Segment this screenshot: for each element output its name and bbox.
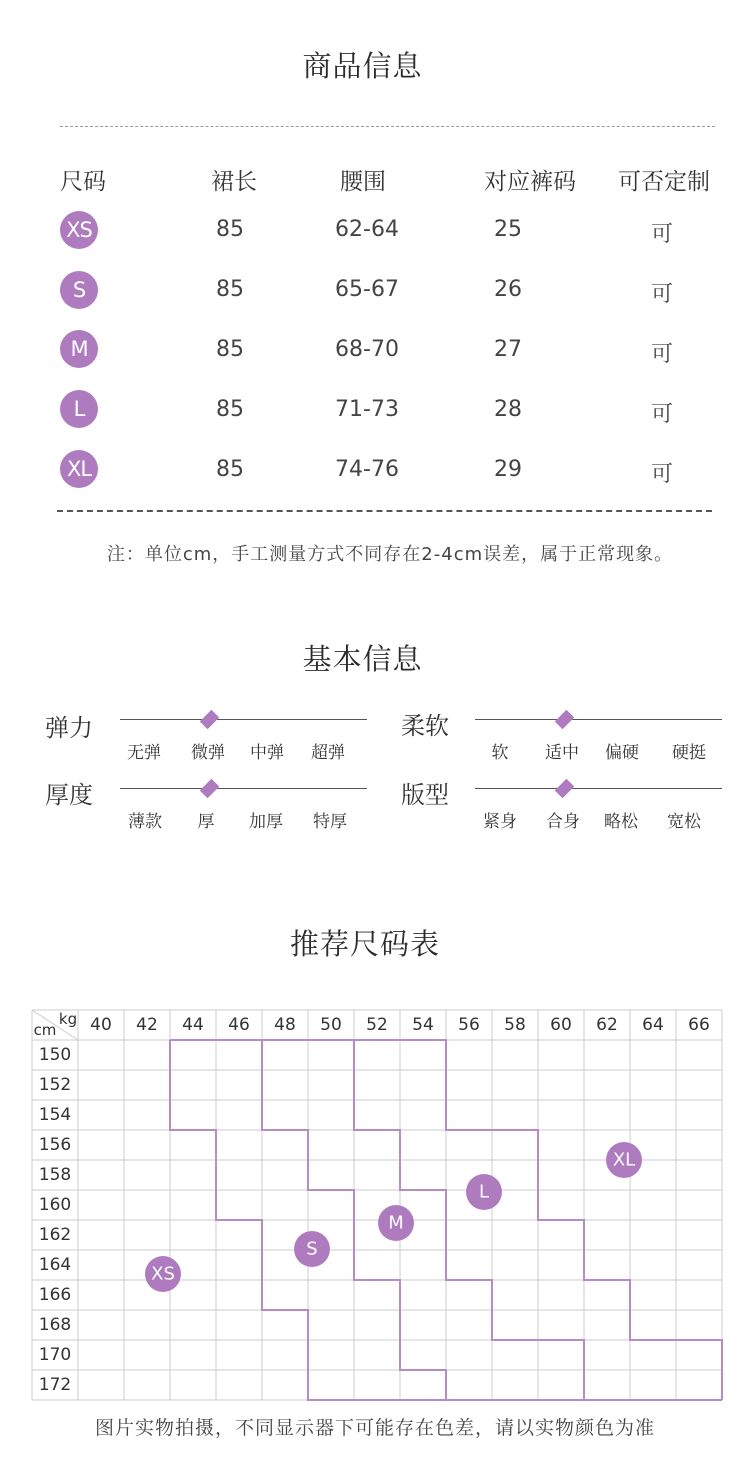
weight-label: 62 <box>596 1015 618 1035</box>
basic-info-title: 基本信息 <box>302 642 423 676</box>
table-cell: 可 <box>650 462 674 487</box>
height-label: 172 <box>38 1375 72 1395</box>
scale-option: 合身 <box>546 812 580 832</box>
weight-label: 40 <box>90 1015 112 1035</box>
scale-option: 特厚 <box>313 812 347 832</box>
height-label: 156 <box>38 1135 72 1155</box>
scale-option: 适中 <box>545 743 579 763</box>
size-chart-title: 推荐尺码表 <box>289 927 440 961</box>
header-custom: 可否定制 <box>618 169 710 195</box>
attribute-label: 柔软 <box>401 712 449 740</box>
scale-option: 微弹 <box>191 743 225 763</box>
table-cell: 65-67 <box>335 277 399 302</box>
height-label: 154 <box>38 1105 72 1125</box>
table-cell: 26 <box>494 277 522 302</box>
table-cell: 可 <box>650 402 674 427</box>
measurement-note: 注：单位cm，手工测量方式不同存在2-4cm误差，属于正常现象。 <box>106 544 674 565</box>
weight-label: 60 <box>550 1015 572 1035</box>
weight-label: 44 <box>182 1015 204 1035</box>
table-cell: 可 <box>650 222 674 247</box>
table-cell: 71-73 <box>335 397 399 422</box>
size-region-label: XL <box>612 1149 636 1171</box>
table-cell: 85 <box>216 397 244 422</box>
size-region-label: L <box>478 1181 490 1203</box>
weight-label: 54 <box>412 1015 434 1035</box>
table-cell: 85 <box>216 277 244 302</box>
scale-option: 略松 <box>604 812 638 832</box>
header-pants: 对应裤码 <box>484 169 576 195</box>
height-label: 170 <box>38 1345 72 1365</box>
weight-label: 46 <box>228 1015 250 1035</box>
scale-option: 硬挺 <box>672 743 706 763</box>
size-badge-s: S <box>60 271 98 309</box>
weight-label: 42 <box>136 1015 158 1035</box>
scale-option: 无弹 <box>127 743 161 763</box>
table-cell: 68-70 <box>335 337 399 362</box>
scale-option: 超弹 <box>311 743 345 763</box>
scale-option: 中弹 <box>250 743 284 763</box>
weight-label: 50 <box>320 1015 342 1035</box>
scale-option: 偏硬 <box>605 743 639 763</box>
attribute-label: 厚度 <box>45 781 93 809</box>
scale-option: 厚 <box>197 812 215 832</box>
table-cell: 85 <box>216 457 244 482</box>
height-label: 168 <box>38 1315 72 1335</box>
attribute-label: 版型 <box>401 781 449 809</box>
scale-option: 宽松 <box>667 812 701 832</box>
table-cell: 85 <box>216 337 244 362</box>
height-label: 162 <box>38 1225 72 1245</box>
scale-option: 紧身 <box>483 812 517 832</box>
height-label: 160 <box>38 1195 72 1215</box>
scale-option: 软 <box>491 743 509 763</box>
attribute-label: 弹力 <box>45 714 93 742</box>
size-badge-l: L <box>60 390 98 428</box>
height-label: 152 <box>38 1075 72 1095</box>
height-label: 150 <box>38 1045 72 1065</box>
size-region-label: XS <box>151 1263 175 1285</box>
weight-label: 64 <box>642 1015 664 1035</box>
corner-cm-label: cm <box>33 1021 57 1039</box>
weight-label: 52 <box>366 1015 388 1035</box>
scale-option: 加厚 <box>249 812 283 832</box>
corner-kg-label: kg <box>58 1010 78 1028</box>
weight-label: 58 <box>504 1015 526 1035</box>
table-cell: 85 <box>216 217 244 242</box>
size-region-label: M <box>388 1212 404 1234</box>
weight-label: 66 <box>688 1015 710 1035</box>
size-badge-m: M <box>60 330 98 368</box>
scale-option: 薄款 <box>128 812 162 832</box>
table-cell: 可 <box>650 282 674 307</box>
weight-label: 48 <box>274 1015 296 1035</box>
height-label: 158 <box>38 1165 72 1185</box>
table-cell: 27 <box>494 337 522 362</box>
table-cell: 可 <box>650 342 674 367</box>
table-cell: 29 <box>494 457 522 482</box>
size-badge-xs: XS <box>60 211 98 249</box>
product-info-title: 商品信息 <box>302 49 423 83</box>
table-cell: 28 <box>494 397 522 422</box>
size-badge-xl: XL <box>60 450 98 488</box>
weight-label: 56 <box>458 1015 480 1035</box>
footer-note: 图片实物拍摄，不同显示器下可能存在色差，请以实物颜色为准 <box>94 1417 655 1439</box>
height-label: 164 <box>38 1255 72 1275</box>
table-cell: 74-76 <box>335 457 399 482</box>
header-length: 裙长 <box>211 169 257 195</box>
header-size: 尺码 <box>60 169 106 195</box>
header-waist: 腰围 <box>340 169 386 195</box>
table-cell: 62-64 <box>335 217 399 242</box>
size-region-label: S <box>306 1238 318 1260</box>
table-cell: 25 <box>494 217 522 242</box>
height-label: 166 <box>38 1285 72 1305</box>
